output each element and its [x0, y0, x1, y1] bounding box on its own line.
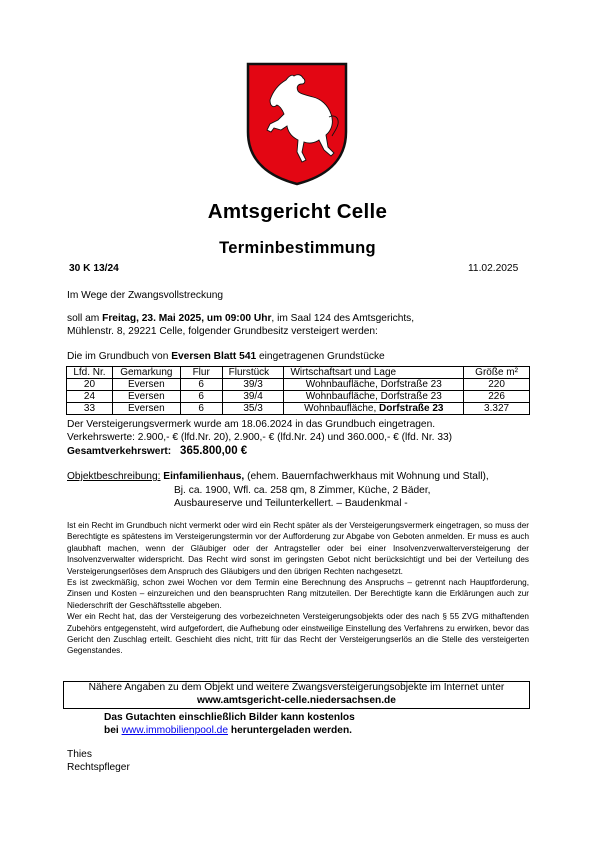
grundbuch-reference: Eversen Blatt 541	[171, 351, 257, 362]
objekt-line-2: Bj. ca. 1900, Wfl. ca. 258 qm, 8 Zimmer, Küche, 2 Bäder,	[174, 485, 431, 496]
legal-paragraph: Wer ein Recht hat, das der Versteigerung des vorbezeichneten Versteigerungsobjekts oder des nach § 55 ZVG mithaftenden Zubehörs entgegensteht, wird aufgefordert, die Aufhebung oder einstweilige Einstellung des Verfahrens zu erwirken, bevor das Gericht den Zuschlag erteilt. Geschieht dies nicht, tritt für das Recht der Versteigerungserlös an die Stelle des versteigerten Gegenstandes.	[67, 612, 529, 656]
court-name: Amtsgericht Celle	[207, 200, 388, 223]
auction-date: Freitag, 23. Mai 2025, um 09:00 Uhr	[102, 313, 272, 324]
gesamtverkehrswert-label: Gesamtverkehrswert:	[67, 446, 172, 457]
intro-line-4	[67, 351, 385, 363]
intro-line-1: Im Wege der Zwangsvollstreckung	[67, 290, 224, 301]
court-website-link[interactable]: www.amtsgericht-celle.niedersachsen.de	[197, 694, 396, 706]
intro-line-4-prefix: Die im Grundbuch von	[67, 351, 172, 362]
cell-art-prefix: Wohnbaufläche,	[304, 403, 380, 414]
table-row	[67, 403, 530, 415]
table-row	[67, 379, 530, 391]
table-header-cell: Wirtschaftsart und Lage	[284, 367, 464, 379]
property-table	[66, 366, 530, 415]
legal-paragraph: Ist ein Recht im Grundbuch nicht vermerkt oder wird ein Recht später als der Versteigerungsvermerk eingetragen, so muss der Berechtigte es spätestens im Versteigerungstermin vor der Aufforderung zur Abgabe von Geboten anmelden. Er muss es auch glaubhaft machen, wenn der Gläubiger oder der Antragsteller oder bei einer Insolvenzverwalterversteigerung der Insolvenzverwalter widerspricht. Das Recht wird sonst im geringsten Gebot nicht berücksichtigt und bei der Verteilung des Versteigerungserlöses dem Anspruch des Gläubigers und den übrigen Rechten nachgesetzt.	[67, 521, 529, 576]
objekt-line-1	[67, 471, 489, 483]
cell-art: Wohnbaufläche, Dorfstraße 23	[284, 379, 464, 391]
cell-nr: 20	[67, 379, 113, 391]
objekt-type: Einfamilienhaus,	[163, 471, 245, 482]
table-header-cell: Flurstück	[222, 367, 284, 379]
gesamtverkehrswert-value: 365.800,00 €	[180, 445, 248, 457]
cell-art	[284, 403, 464, 415]
case-number: 30 K 13/24	[69, 263, 119, 274]
versteigerungsvermerk: Der Versteigerungsvermerk wurde am 18.06.2024 in das Grundbuch eingetragen.	[67, 419, 436, 430]
cell-gemarkung: Eversen	[112, 379, 180, 391]
cell-groesse: 3.327	[464, 403, 530, 415]
intro-line-2-suffix: , im Saal 124 des Amtsgerichts,	[271, 313, 415, 324]
table-header-cell: Gemarkung	[112, 367, 180, 379]
objekt-label: Objektbeschreibung:	[67, 471, 161, 482]
cell-flur: 6	[180, 391, 222, 403]
intro-line-4-suffix: eingetragenen Grundstücke	[256, 351, 385, 362]
objekt-line-1-rest: (ehem. Bauernfachwerkhaus mit Wohnung und Stall),	[244, 471, 489, 482]
cell-art: Wohnbaufläche, Dorfstraße 23	[284, 391, 464, 403]
cell-nr: 33	[67, 403, 113, 415]
gutachten-line-2	[104, 725, 352, 737]
cell-art-bold: Dorfstraße 23	[379, 403, 444, 414]
signature-name: Thies	[67, 749, 92, 760]
cell-gemarkung: Eversen	[112, 391, 180, 403]
cell-groesse: 226	[464, 391, 530, 403]
document-date: 11.02.2025	[468, 263, 519, 274]
gesamtverkehrswert	[67, 445, 247, 458]
cell-gemarkung: Eversen	[112, 403, 180, 415]
table-header-row	[67, 367, 530, 379]
table-header-cell: Flur	[180, 367, 222, 379]
table-row	[67, 391, 530, 403]
legal-notice	[67, 520, 529, 657]
coat-of-arms-logo	[246, 62, 348, 186]
intro-line-2-prefix: soll am	[67, 313, 103, 324]
document-title: Terminbestimmung	[219, 239, 376, 257]
internet-info-text: Nähere Angaben zu dem Objekt und weitere Zwangsversteigerungsobjekte im Internet unter	[88, 682, 505, 693]
internet-info-box	[63, 681, 530, 709]
table-header-cell: Größe m²	[464, 367, 530, 379]
verkehrswerte: Verkehrswerte: 2.900,- € (lfd.Nr. 20), 2.900,- € (lfd.Nr. 24) und 360.000,- € (lfd. Nr. 33)	[67, 432, 453, 443]
gutachten-suffix: heruntergeladen werden.	[228, 725, 352, 736]
objekt-line-3: Ausbaureserve und Teilunterkellert. – Baudenkmal -	[174, 498, 408, 509]
immobilienpool-link[interactable]: www.immobilienpool.de	[121, 725, 229, 736]
legal-paragraph: Es ist zweckmäßig, schon zwei Wochen vor dem Termin eine Berechnung des Anspruchs – getrennt nach Hauptforderung, Zinsen und Kosten – einzureichen und den beanspruchten Rang mitzuteilen. Der Berechtigte kann die Erklärungen auch zur Niederschrift der Geschäftsstelle abgeben.	[67, 578, 529, 610]
cell-flur: 6	[180, 403, 222, 415]
cell-flurstueck: 39/3	[222, 379, 284, 391]
cell-flurstueck: 35/3	[222, 403, 284, 415]
intro-line-3: Mühlenstr. 8, 29221 Celle, folgender Grundbesitz versteigert werden:	[67, 326, 378, 337]
gutachten-prefix: bei	[104, 725, 122, 736]
signature-role: Rechtspfleger	[67, 762, 130, 773]
intro-line-2	[67, 313, 414, 325]
cell-nr: 24	[67, 391, 113, 403]
table-header-cell: Lfd. Nr.	[67, 367, 113, 379]
cell-flurstueck: 39/4	[222, 391, 284, 403]
cell-flur: 6	[180, 379, 222, 391]
cell-groesse: 220	[464, 379, 530, 391]
gutachten-line-1: Das Gutachten einschließlich Bilder kann kostenlos	[104, 712, 355, 723]
